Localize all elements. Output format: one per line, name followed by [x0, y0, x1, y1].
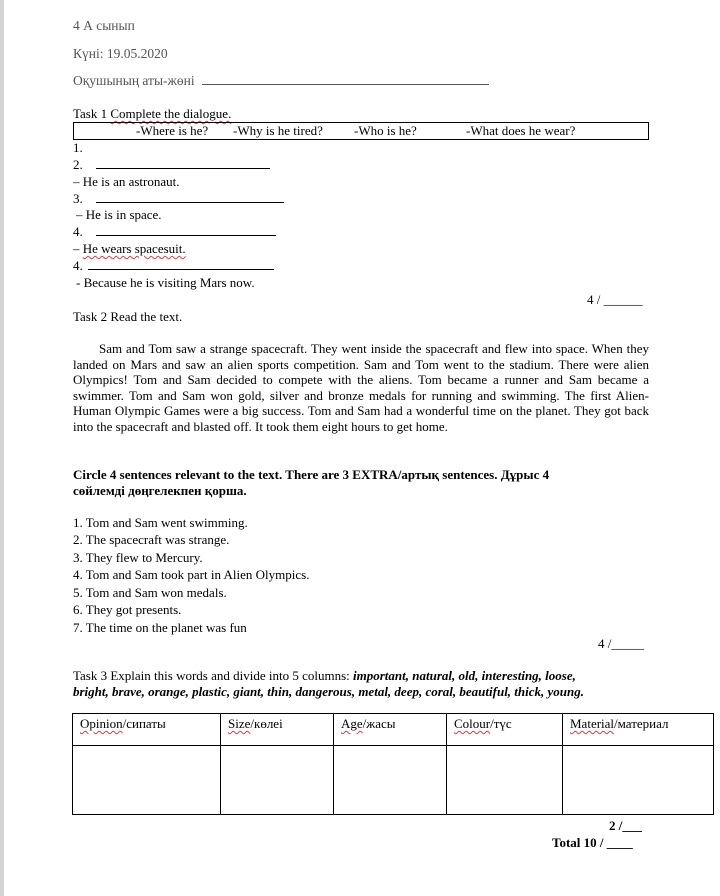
sentence-item[interactable]: 7. The time on the planet was fun	[73, 620, 247, 635]
student-name-row	[73, 73, 489, 88]
option-what: -What does he wear?	[466, 123, 576, 138]
option-where: -Where is he?	[136, 123, 209, 138]
column-cell-colour[interactable]	[447, 746, 563, 815]
dialogue-blank-4[interactable]	[96, 224, 276, 236]
task3-score: 2 /___	[609, 818, 642, 833]
column-header-colour: Colour/түс	[447, 714, 563, 746]
total-score: Total 10 / ____	[552, 835, 633, 850]
dialogue-answer-2: – He is an astronaut.	[73, 174, 180, 189]
dialogue-line-4: 4.	[73, 224, 276, 239]
dialogue-blank-2[interactable]	[96, 157, 270, 169]
column-cell-age[interactable]	[334, 746, 447, 815]
sentence-item[interactable]: 4. Tom and Sam took part in Alien Olympics.	[73, 567, 310, 582]
sentence-item[interactable]: 5. Tom and Sam won medals.	[73, 585, 227, 600]
dialogue-answer-4: – He wears spacesuit.	[73, 241, 186, 256]
task3-word-list-1: important, natural, old, interesting, loose,	[353, 668, 576, 683]
task2-title: Task 2 Read the text.	[73, 309, 183, 324]
column-cell-size[interactable]	[221, 746, 334, 815]
column-header-age: Age/жасы	[334, 714, 447, 746]
sentence-item[interactable]: 6. They got presents.	[73, 602, 182, 617]
dialogue-line-1-num: 1.	[73, 140, 83, 155]
dialogue-line-2: 2.	[73, 157, 270, 172]
task2-score: 4 /_____	[598, 636, 644, 651]
column-cell-material[interactable]	[563, 746, 714, 815]
task2-instruction-line2: сөйлемді дөңгелекпен қорша.	[73, 483, 247, 498]
student-name-label: Оқушының аты-жөні	[73, 73, 195, 88]
dialogue-blank-5[interactable]	[88, 258, 274, 270]
task1-title: Task 1 Complete the dialogue.	[73, 106, 232, 121]
dialogue-line-3: 3.	[73, 191, 284, 206]
task2-instruction-line1: Circle 4 sentences relevant to the text. There are 3 EXTRA/артық sentences. Дұрыс 4	[73, 467, 550, 482]
column-header-material: Material/материал	[563, 714, 714, 746]
student-name-blank[interactable]	[202, 73, 489, 85]
task3-columns-table	[72, 713, 714, 815]
task1-score: 4 / ______	[587, 292, 643, 307]
dialogue-answer-5: - Because he is visiting Mars now.	[76, 275, 255, 290]
task2-reading-text: Sam and Tom saw a strange spacecraft. They went inside the spacecraft and flew into space. When they landed on Mars and saw an alien sports competition. Sam and Tom went to the stadium. There were alien Olympics! Tom and Sam decided to compete with the aliens. Tom became a runner and Sam became a swimmer. Tom and Sam won gold, silver and bronze medals for running and swimming. The first Alien-Human Olympic Games were a big success. Tom and Sam had a wonderful time on the planet. They got back into the spacecraft and blasted off. It took them eight hours to get home.	[73, 341, 649, 434]
column-cell-opinion[interactable]	[73, 746, 221, 815]
column-header-size: Size/көлеі	[221, 714, 334, 746]
option-who: -Who is he?	[354, 123, 417, 138]
dialogue-answer-3: – He is in space.	[76, 207, 162, 222]
page-edge-shadow	[0, 0, 4, 896]
sentence-item[interactable]: 3. They flew to Mercury.	[73, 550, 203, 565]
sentence-item[interactable]: 2. The spacecraft was strange.	[73, 532, 230, 547]
dialogue-blank-3[interactable]	[96, 191, 284, 203]
dialogue-line-5: 4.	[73, 258, 274, 273]
date-label: Күні: 19.05.2020	[73, 46, 168, 61]
task3-word-list-2: bright, brave, orange, plastic, giant, thin, dangerous, metal, deep, coral, beautiful, thick, young.	[73, 684, 585, 699]
class-label: 4 А сынып	[73, 18, 135, 33]
option-why: -Why is he tired?	[233, 123, 323, 138]
sentence-item[interactable]: 1. Tom and Sam went swimming.	[73, 515, 248, 530]
column-header-opinion: Opinion/сипаты	[73, 714, 221, 746]
task1-options-box	[73, 122, 649, 140]
task3-intro-line1: Task 3 Explain this words and divide into 5 columns: important, natural, old, interesting, loose,	[73, 668, 576, 683]
